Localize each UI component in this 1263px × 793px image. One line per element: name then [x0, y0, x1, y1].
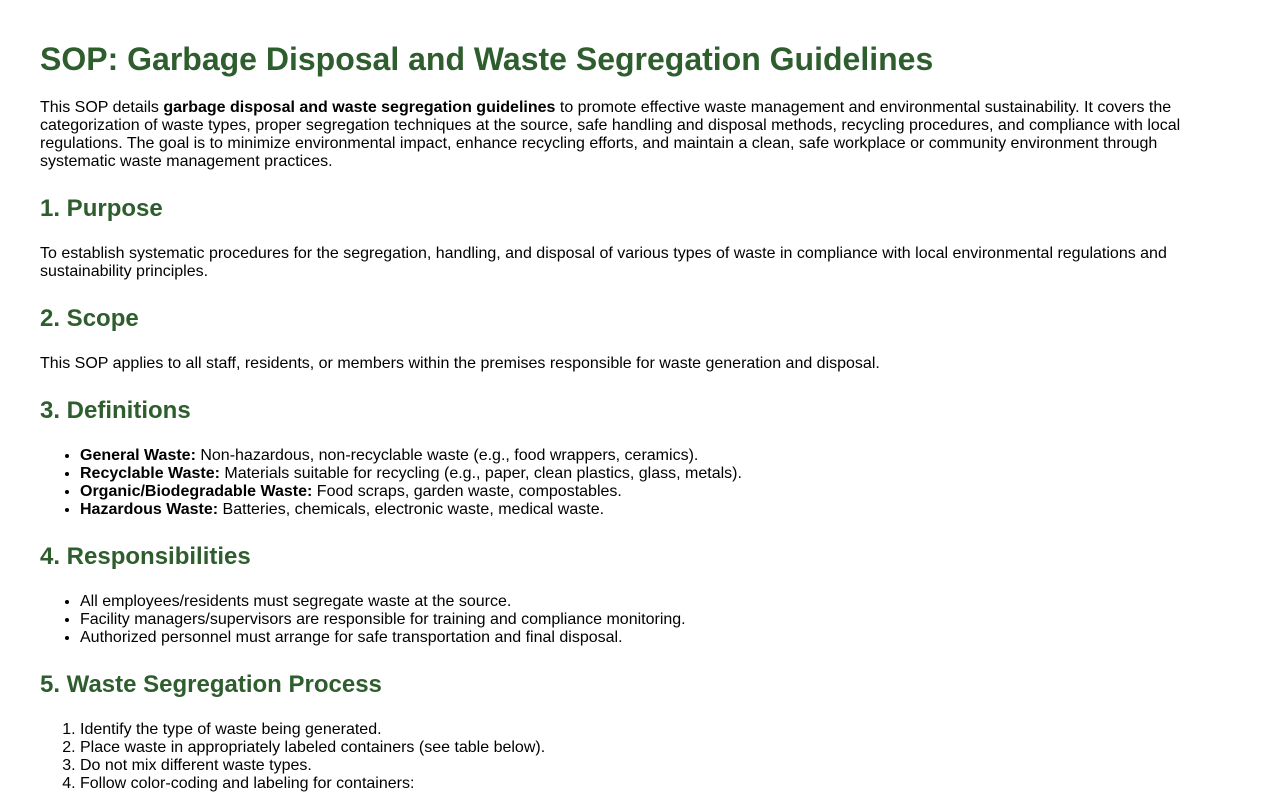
responsibilities-heading: 4. Responsibilities — [40, 543, 251, 570]
intro-text-bold: garbage disposal and waste segregation guidelines — [163, 99, 556, 116]
definition-item-general — [80, 447, 1223, 465]
definitions-heading: 3. Definitions — [40, 397, 191, 424]
page-title: SOP: Garbage Disposal and Waste Segregation Guidelines — [40, 41, 934, 77]
definitions-list — [40, 447, 1223, 519]
definition-item-recyclable — [80, 465, 1223, 483]
definition-term: General Waste: — [80, 447, 196, 464]
definition-desc: Food scraps, garden waste, compostables. — [312, 483, 622, 500]
intro-text-after: to promote effective waste management and environmental sustainability. It covers the categorization of waste types, proper segregation techniques at the source, safe handling and disposal methods, recycling procedures, and compliance with local regulations. The goal is to minimize environmental impact, enhance recycling efforts, and maintain a clean, safe workplace or community environment through systematic waste management practices. — [40, 99, 1181, 170]
responsibilities-list — [40, 593, 1223, 647]
definition-desc: Batteries, chemicals, electronic waste, medical waste. — [218, 501, 605, 518]
purpose-text: To establish systematic procedures for the segregation, handling, and disposal of various types of waste in compliance with local environmental regulations and sustainability principles. — [40, 245, 1167, 280]
list-item: • Authorized personnel must arrange for safe transportation and final disposal. — [80, 629, 1223, 647]
list-item: • Facility managers/supervisors are responsible for training and compliance monitoring. — [80, 611, 1223, 629]
definition-desc: Materials suitable for recycling (e.g., paper, clean plastics, glass, metals). — [219, 465, 742, 482]
list-item: 4. Follow color-coding and labeling for containers: — [80, 775, 1223, 793]
intro-text-before: This SOP details — [40, 99, 164, 116]
list-item: 3. Do not mix different waste types. — [80, 757, 1223, 775]
list-item: • All employees/residents must segregate waste at the source. — [80, 593, 1223, 611]
list-item: 1. Identify the type of waste being generated. — [80, 721, 1223, 739]
process-heading: 5. Waste Segregation Process — [40, 671, 382, 698]
purpose-heading: 1. Purpose — [40, 195, 163, 222]
scope-heading: 2. Scope — [40, 305, 139, 332]
definition-term: Hazardous Waste: — [80, 501, 219, 518]
definition-term: Organic/Biodegradable Waste: — [80, 483, 313, 500]
definition-desc: Non-hazardous, non-recyclable waste (e.g., food wrappers, ceramics). — [195, 447, 699, 464]
process-list — [40, 721, 1223, 793]
definition-term: Recyclable Waste: — [80, 465, 220, 482]
list-item: 2. Place waste in appropriately labeled containers (see table below). — [80, 739, 1223, 757]
intro-paragraph — [40, 99, 1223, 171]
definition-item-hazardous — [80, 501, 1223, 519]
scope-text: This SOP applies to all staff, residents, or members within the premises responsible for waste generation and disposal. — [40, 355, 880, 372]
definition-item-organic — [80, 483, 1223, 501]
